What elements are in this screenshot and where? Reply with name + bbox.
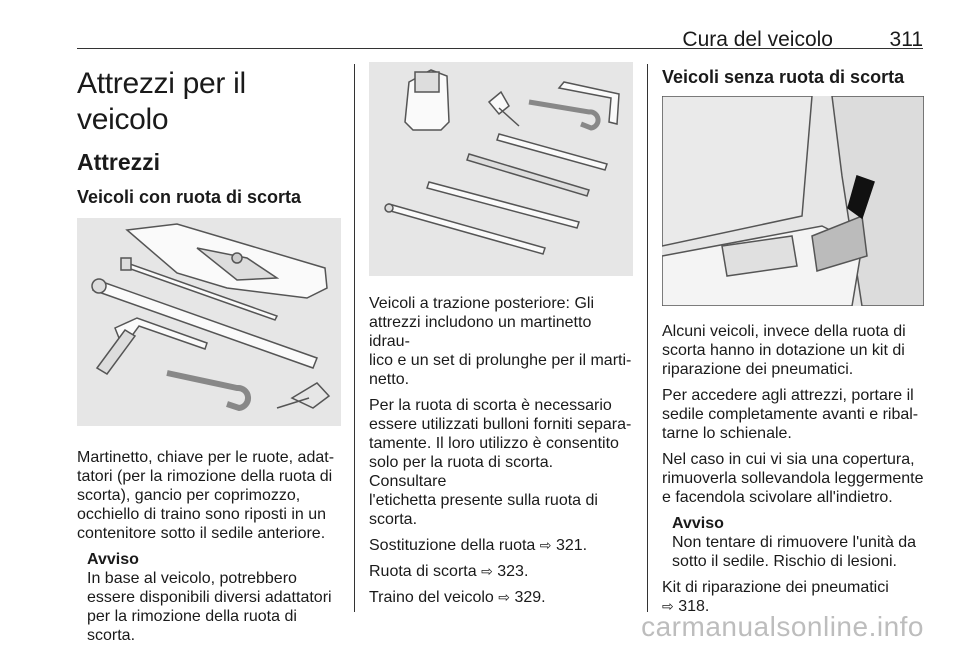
body-paragraph: Martinetto, chiave per le ruote, adat- tatori (per la rimozione della ruota di scorta), gancio per coprimozzo, occhiello di traino sono riposti in un contenitore sotto il sedile anteriore. [77, 449, 335, 542]
column-divider-2 [647, 64, 648, 612]
note-title: Avviso [87, 551, 139, 568]
seat-storage-illustration [662, 96, 924, 306]
body-paragraph-1: Veicoli a trazione posteriore: Gli attrezzi includono un martinetto idrau- lico e un set di prolunghe per il marti- netto. [369, 295, 632, 388]
sub-subsection-title: Veicoli con ruota di scorta [77, 187, 302, 207]
column-3 [662, 58, 924, 623]
column-divider-1 [354, 64, 355, 612]
hydraulic-jack-and-extensions-illustration [369, 62, 633, 276]
cross-reference[interactable]: Kit di riparazione dei pneumatici ⇨ 318. [662, 579, 889, 615]
page-header [77, 0, 923, 49]
page-reference-icon: ⇨ [498, 589, 510, 605]
note-body: Non tentare di rimuovere l'unità da sotto il sedile. Rischio di lesioni. [672, 534, 917, 570]
column-1 [77, 58, 341, 652]
body-paragraph-2: Per accedere agli attrezzi, portare il sedile completamente avanti e ribal- tarne lo schienale. [662, 387, 919, 442]
note-block [87, 550, 341, 645]
note-block [672, 514, 924, 571]
note-title: Avviso [672, 515, 724, 532]
seat-storage-figure [662, 96, 924, 306]
cross-reference[interactable]: Traino del veicolo ⇨ 329. [369, 589, 546, 606]
body-paragraph-1: Alcuni veicoli, invece della ruota di scorta hanno in dotazione un kit di riparazione dei pneumatici. [662, 323, 906, 378]
watermark: carmanualsonline.info [641, 611, 924, 642]
scissor-jack-and-tools-illustration [77, 218, 341, 426]
page-number: 311 [889, 28, 923, 51]
cross-reference[interactable]: Ruota di scorta ⇨ 323. [369, 563, 529, 580]
running-title: Cura del veicolo [682, 28, 833, 51]
note-body: In base al veicolo, potrebbero essere disponibili diversi adattatori per la rimozione della ruota di scorta. [87, 570, 332, 644]
section-title: Attrezzi per il veicolo [77, 67, 246, 136]
body-paragraph-3: Nel caso in cui vi sia una copertura, rimuoverla sollevandola leggermente e facendola scivolare all'indietro. [662, 451, 924, 506]
page-reference-icon: ⇨ [481, 563, 493, 579]
page-reference-icon: ⇨ [662, 598, 674, 614]
subsection-title: Attrezzi [77, 149, 161, 175]
page-reference-icon: ⇨ [539, 537, 552, 553]
tools-figure-rear-drive [369, 62, 633, 276]
cross-reference[interactable]: Sostituzione della ruota ⇨ 321. [369, 537, 588, 554]
body-paragraph-2: Per la ruota di scorta è necessario essere utilizzati bulloni forniti separa- tamente. Il loro utilizzo è consentito solo per la ruota di scorta. Consultare l'etichetta presente sulla ruota di scorta. [369, 397, 632, 528]
sub-subsection-title: Veicoli senza ruota di scorta [662, 67, 905, 87]
tools-figure-spare-wheel [77, 218, 341, 426]
column-2 [369, 58, 633, 614]
